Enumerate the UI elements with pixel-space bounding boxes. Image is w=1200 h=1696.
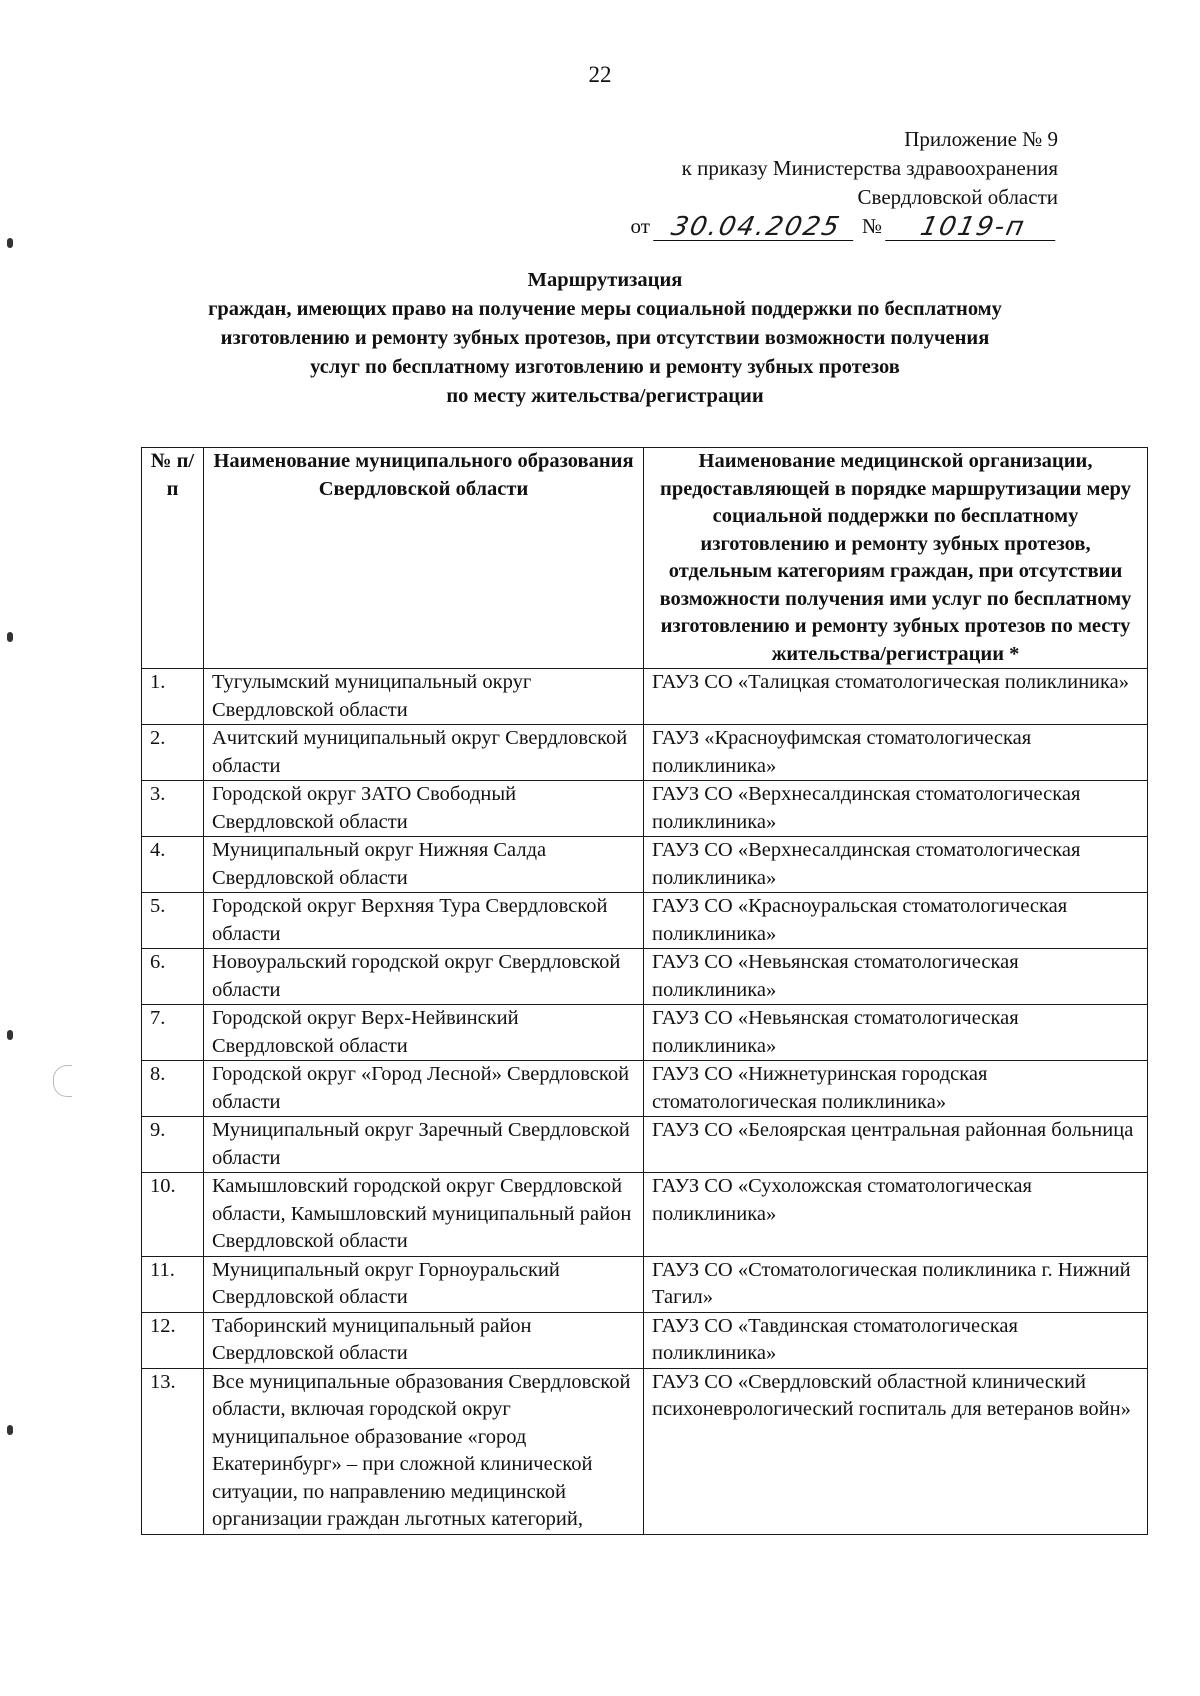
organization-cell: ГАУЗ СО «Талицкая стоматологическая поликлиника» [644,669,1148,725]
municipality-cell: Городской округ «Город Лесной» Свердловской области [204,1061,644,1117]
row-number: 6. [142,949,204,1005]
binding-hole-mark [7,238,13,248]
annex-header [538,125,1058,241]
table-row [142,949,1148,1005]
table-row [142,1061,1148,1117]
annex-region-line: Свердловской области [857,185,1058,209]
table-row [142,1256,1148,1312]
municipality-cell: Городской округ Верх-Нейвинский Свердловской области [204,1005,644,1061]
row-number: 3. [142,781,204,837]
organization-cell: ГАУЗ СО «Стоматологическая поликлиника г. Нижний Тагил» [644,1256,1148,1312]
document-title [150,266,1060,411]
municipality-cell: Городской округ Верхняя Тура Свердловской области [204,893,644,949]
row-number: 12. [142,1312,204,1368]
binding-hole-mark [7,1425,13,1435]
organization-cell: ГАУЗ «Красноуфимская стоматологическая поликлиника» [644,725,1148,781]
header-num: № п/п [142,448,204,669]
row-number: 10. [142,1173,204,1257]
row-number: 8. [142,1061,204,1117]
municipality-cell: Таборинский муниципальный район Свердловской области [204,1312,644,1368]
table-body [142,669,1148,1535]
handwritten-order-number: 1019-п [885,214,1061,241]
header-organization: Наименование медицинской организации, предоставляющей в порядке маршрутизации меру социальной поддержки по бесплатному изготовлению и ремонту зубных протезов, отдельным категориям граждан, при отсутствии возможности получения ими услуг по бесплатному изготовлению и ремонту зубных протезов по месту жительства/регистрации * [644,448,1148,669]
table-row [142,1368,1148,1534]
table-row [142,781,1148,837]
title-line-4: услуг по бесплатному изготовлению и ремонту зубных протезов [310,356,900,378]
title-line-1: Маршрутизация [527,269,683,291]
table-header-row [142,448,1148,669]
table-row [142,669,1148,725]
municipality-cell: Новоуральский городской округ Свердловской области [204,949,644,1005]
municipality-cell: Все муниципальные образования Свердловской области, включая городской округ муниципальное образование «город Екатеринбург» – при сложной клинической ситуации, по направлению медицинской организации граждан льготных категорий, [204,1368,644,1534]
binding-hole-mark [7,1030,13,1040]
municipality-cell: Тугулымский муниципальный округ Свердловской области [204,669,644,725]
annex-date-number-line [538,212,1058,241]
table-row [142,1005,1148,1061]
routing-table [141,447,1148,1535]
table-row [142,837,1148,893]
table-row [142,725,1148,781]
organization-cell: ГАУЗ СО «Нижнетуринская городская стоматологическая поликлиника» [644,1061,1148,1117]
municipality-cell: Муниципальный округ Нижняя Салда Свердловской области [204,837,644,893]
page-number: 22 [588,62,612,87]
organization-cell: ГАУЗ СО «Верхнесалдинская стоматологическая поликлиника» [644,781,1148,837]
row-number: 7. [142,1005,204,1061]
number-prefix: № [861,214,882,238]
organization-cell: ГАУЗ СО «Тавдинская стоматологическая поликлиника» [644,1312,1148,1368]
row-number: 2. [142,725,204,781]
table-row [142,1173,1148,1257]
title-line-5: по месту жительства/регистрации [446,385,764,407]
organization-cell: ГАУЗ СО «Невьянская стоматологическая поликлиника» [644,1005,1148,1061]
row-number: 11. [142,1256,204,1312]
municipality-cell: Муниципальный округ Заречный Свердловской области [204,1117,644,1173]
row-number: 1. [142,669,204,725]
municipality-cell: Муниципальный округ Горноуральский Свердловской области [204,1256,644,1312]
scan-smudge [53,1065,72,1097]
organization-cell: ГАУЗ СО «Красноуральская стоматологическая поликлиника» [644,893,1148,949]
organization-cell: ГАУЗ СО «Верхнесалдинская стоматологическая поликлиника» [644,837,1148,893]
handwritten-date: 30.04.2025 [653,214,859,241]
title-line-3: изготовлению и ремонту зубных протезов, при отсутствии возможности получения [220,327,990,349]
annex-order-line: к приказу Министерства здравоохранения [681,156,1058,180]
organization-cell: ГАУЗ СО «Невьянская стоматологическая поликлиника» [644,949,1148,1005]
municipality-cell: Ачитский муниципальный округ Свердловской области [204,725,644,781]
municipality-cell: Городской округ ЗАТО Свободный Свердловской области [204,781,644,837]
table-row [142,893,1148,949]
organization-cell: ГАУЗ СО «Свердловский областной клинический психоневрологический госпиталь для ветеранов войн» [644,1368,1148,1534]
municipality-cell: Камышловский городской округ Свердловской области, Камышловский муниципальный район Свердловской области [204,1173,644,1257]
annex-title: Приложение № 9 [904,127,1058,151]
organization-cell: ГАУЗ СО «Сухоложская стоматологическая поликлиника» [644,1173,1148,1257]
row-number: 9. [142,1117,204,1173]
row-number: 4. [142,837,204,893]
title-line-2: граждан, имеющих право на получение меры социальной поддержки по бесплатному [208,298,1002,320]
table-row [142,1117,1148,1173]
table-row [142,1312,1148,1368]
header-municipality: Наименование муниципального образования Свердловской области [204,448,644,669]
organization-cell: ГАУЗ СО «Белоярская центральная районная больница [644,1117,1148,1173]
row-number: 5. [142,893,204,949]
binding-hole-mark [7,632,13,642]
date-prefix: от [630,214,650,238]
row-number: 13. [142,1368,204,1534]
